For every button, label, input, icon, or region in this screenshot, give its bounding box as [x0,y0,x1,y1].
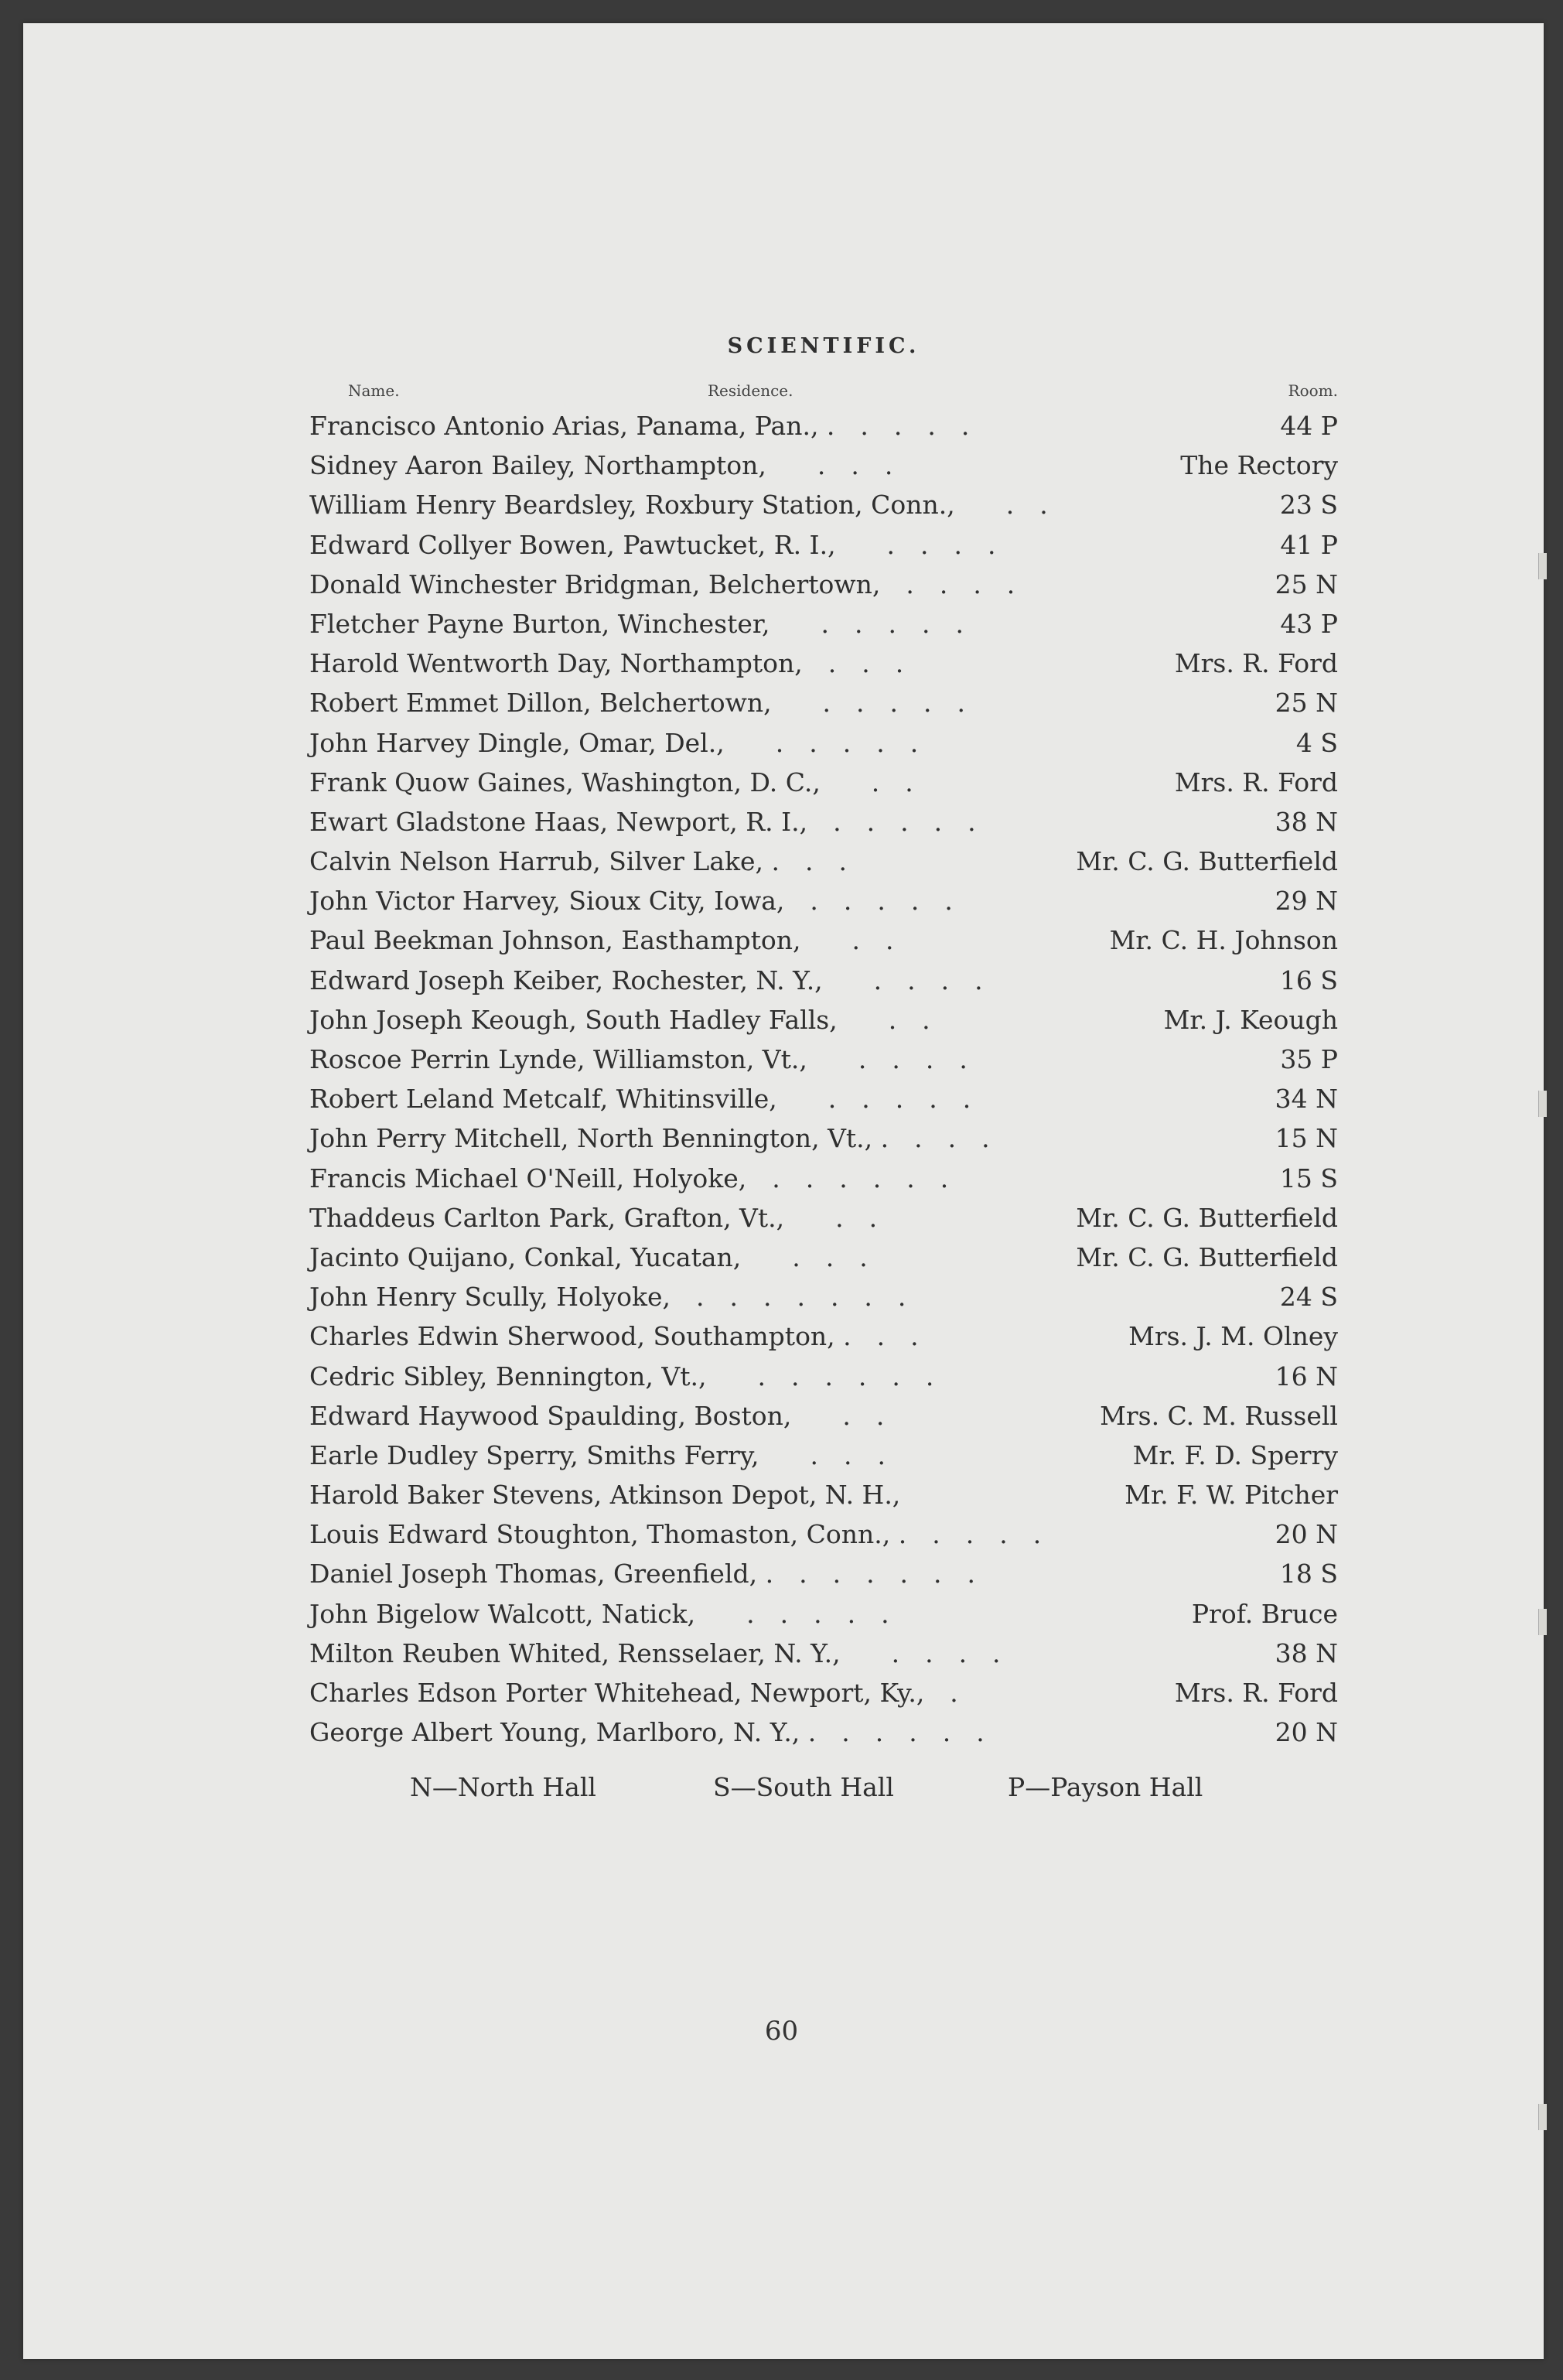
student-room: The Rectory [1180,450,1338,481]
student-room: 41 P [1280,529,1338,560]
student-name-residence: Sidney Aaron Bailey, Northampton, . . . [309,450,893,481]
list-item [309,802,1338,842]
column-headers [309,381,1338,400]
column-header-residence: Residence. [708,381,793,400]
student-name-residence: John Victor Harvey, Sioux City, Iowa, . . . . . [309,886,953,917]
list-item [309,881,1338,920]
student-name-residence: Harold Wentworth Day, Northampton, . . . [309,648,904,679]
student-room: 16 S [1279,965,1338,995]
student-room: Mr. J. Keough [1163,1004,1338,1035]
student-name-residence: Robert Emmet Dillon, Belchertown, . . . . . [309,688,966,719]
list-item [309,644,1338,683]
student-room: Mrs. R. Ford [1174,648,1338,679]
student-name-residence: John Henry Scully, Holyoke, . . . . . . . [309,1282,906,1313]
list-item [309,1594,1338,1634]
student-room: 15 S [1279,1163,1338,1193]
list-item [309,1079,1338,1118]
legend-south-hall: S—South Hall [713,1772,894,1803]
student-listing [309,334,1338,1809]
list-item [309,1118,1338,1158]
list-item [309,1357,1338,1396]
student-name-residence: Frank Quow Gaines, Washington, D. C., . . [309,767,913,797]
section-title: SCIENTIFIC. [727,334,920,358]
student-name-residence: Roscoe Perrin Lynde, Williamston, Vt., . . . . [309,1044,967,1074]
student-room: 34 N [1275,1084,1338,1115]
student-room: 35 P [1280,1044,1338,1074]
student-room: 25 N [1275,688,1338,719]
student-name-residence: Charles Edwin Sherwood, Southampton, . . . [309,1321,919,1352]
page-edge-tab [1538,1091,1547,1117]
page-number: 60 [764,2016,799,2047]
page-edge-tab [1538,553,1547,579]
student-name-residence: John Harvey Dingle, Omar, Del., . . . . . [309,727,919,758]
student-room: Mr. C. H. Johnson [1109,925,1338,956]
student-name-residence: Edward Haywood Spaulding, Boston, . . [309,1400,885,1431]
student-room: 38 N [1275,1637,1338,1668]
student-name-residence: Cedric Sibley, Bennington, Vt., . . . . . . [309,1361,934,1391]
student-name-residence: Earle Dudley Sperry, Smiths Ferry, . . . [309,1439,886,1470]
list-item [309,1000,1338,1040]
student-room: Mr. F. W. Pitcher [1124,1480,1338,1511]
student-room: 38 N [1275,806,1338,837]
student-name-residence: George Albert Young, Marlboro, N. Y., . . . . . . [309,1717,985,1748]
student-name-residence: Edward Joseph Keiber, Rochester, N. Y., . . . . [309,965,983,995]
list-item [309,1634,1338,1673]
student-name-residence: Francis Michael O'Neill, Holyoke, . . . . . . [309,1163,949,1193]
student-list [309,406,1338,1752]
student-room: Mr. C. G. Butterfield [1076,1241,1338,1272]
student-name-residence: Paul Beekman Johnson, Easthampton, . . [309,925,894,956]
student-room: 43 P [1280,608,1338,639]
list-item [309,920,1338,960]
student-name-residence: Robert Leland Metcalf, Whitinsville, . . . . . [309,1084,971,1115]
list-item [309,1396,1338,1436]
list-item [309,1514,1338,1554]
student-name-residence: Milton Reuben Whited, Rensselaer, N. Y., . . . . [309,1637,1001,1668]
list-item [309,1475,1338,1514]
list-item [309,1159,1338,1198]
student-room: 44 P [1280,411,1338,441]
list-item [309,1673,1338,1712]
student-name-residence: Harold Baker Stevens, Atkinson Depot, N. H., [309,1480,901,1511]
student-name-residence: Daniel Joseph Thomas, Greenfield, . . . . . . . [309,1559,976,1590]
list-item [309,1277,1338,1316]
list-item [309,723,1338,763]
student-name-residence: Donald Winchester Bridgman, Belchertown, . . . . [309,569,1015,599]
column-header-name: Name. [348,381,400,400]
list-item [309,525,1338,565]
student-room: Mr. C. G. Butterfield [1076,1202,1338,1233]
student-name-residence: John Joseph Keough, South Hadley Falls, . . [309,1004,930,1035]
student-name-residence: Edward Collyer Bowen, Pawtucket, R. I., . . . . [309,529,996,560]
column-header-room: Room. [1288,381,1338,400]
student-room: Mrs. R. Ford [1174,1678,1338,1708]
list-item [309,763,1338,802]
student-room: 15 N [1275,1123,1338,1154]
legend-north-hall: N—North Hall [410,1772,596,1803]
student-name-residence: Calvin Nelson Harrub, Silver Lake, . . . [309,846,847,877]
student-name-residence: Jacinto Quijano, Conkal, Yucatan, . . . [309,1241,868,1272]
student-name-residence: Louis Edward Stoughton, Thomaston, Conn., . . . . . [309,1519,1042,1550]
student-room: Mr. F. D. Sperry [1132,1439,1338,1470]
list-item [309,1554,1338,1593]
student-name-residence: William Henry Beardsley, Roxbury Station, Conn., . . [309,490,1048,521]
student-room: 24 S [1279,1282,1338,1313]
student-room: 4 S [1295,727,1338,758]
list-item [309,446,1338,485]
hall-legend [309,1763,1338,1809]
student-room: 20 N [1275,1519,1338,1550]
list-item [309,485,1338,524]
list-item [309,842,1338,881]
list-item [309,1198,1338,1238]
student-room: 20 N [1275,1717,1338,1748]
student-name-residence: Fletcher Payne Burton, Winchester, . . . . . [309,608,964,639]
student-name-residence: Charles Edson Porter Whitehead, Newport, Ky., . [309,1678,958,1708]
student-name-residence: John Perry Mitchell, North Bennington, Vt., . . . . [309,1123,990,1154]
student-room: Mrs. J. M. Olney [1128,1321,1338,1352]
student-room: 29 N [1275,886,1338,917]
student-name-residence: Francisco Antonio Arias, Panama, Pan., . . . . . [309,411,970,441]
list-item [309,683,1338,722]
student-room: 25 N [1275,569,1338,599]
student-room: Mrs. C. M. Russell [1100,1400,1338,1431]
list-item [309,1238,1338,1277]
page-edge-tab [1538,1609,1547,1635]
page-edge-tab [1538,2104,1547,2130]
legend-payson-hall: P—Payson Hall [1008,1772,1203,1803]
student-name-residence: John Bigelow Walcott, Natick, . . . . . [309,1598,889,1629]
student-name-residence: Thaddeus Carlton Park, Grafton, Vt., . . [309,1202,878,1233]
list-item [309,1040,1338,1079]
student-room: Prof. Bruce [1191,1598,1338,1629]
list-item [309,1712,1338,1752]
list-item [309,604,1338,644]
student-room: Mrs. R. Ford [1174,767,1338,797]
list-item [309,406,1338,446]
list-item [309,1316,1338,1356]
student-name-residence: Ewart Gladstone Haas, Newport, R. I., . . . . . [309,806,976,837]
student-room: 16 N [1275,1361,1338,1391]
student-room: 23 S [1279,490,1338,521]
list-item [309,565,1338,604]
list-item [309,1436,1338,1475]
student-room: 18 S [1279,1559,1338,1590]
list-item [309,961,1338,1000]
student-room: Mr. C. G. Butterfield [1076,846,1338,877]
